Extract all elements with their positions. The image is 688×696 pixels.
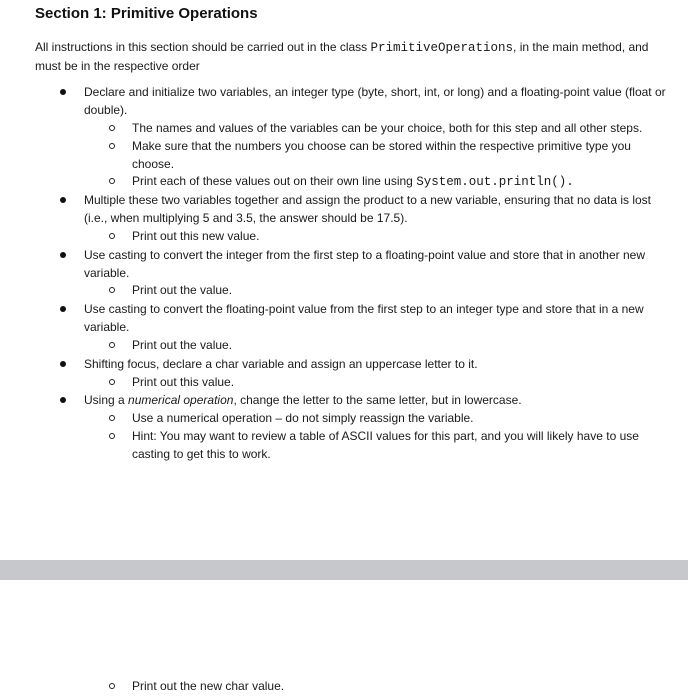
using-text-after: , change the letter to the same letter, but in lowercase. (233, 393, 522, 407)
bullet-icon (60, 306, 66, 312)
list-item-cast-int: Use casting to convert the floating-point value from the first step to an integer type and store that in a new variable. (84, 302, 644, 334)
sub-item-print-value-2: Print out the value. (132, 338, 233, 352)
section-title: Section 1: Primitive Operations (35, 5, 258, 22)
hollow-bullet-icon (109, 342, 115, 348)
intro-text-after: , in the main method, and must be in the respective order (35, 40, 649, 73)
hollow-bullet-icon (109, 125, 115, 131)
sub-item-names: The names and values of the variables can be your choice, both for this step and all other steps. (132, 121, 643, 135)
bullet-icon (60, 397, 66, 403)
bullet-icon (60, 89, 66, 95)
hollow-bullet-icon (109, 287, 115, 293)
hollow-bullet-icon (109, 683, 115, 689)
bullet-icon (60, 361, 66, 367)
print-each-text: Print each of these values out on their own line using (132, 174, 417, 188)
hollow-bullet-icon (109, 233, 115, 239)
class-name-code: PrimitiveOperations (370, 41, 514, 55)
hollow-bullet-icon (109, 178, 115, 184)
sub-item-print-new: Print out this new value. (132, 229, 260, 243)
println-code: System.out.println(). (416, 175, 574, 189)
hollow-bullet-icon (109, 415, 115, 421)
hollow-bullet-icon (109, 433, 115, 439)
hollow-bullet-icon (109, 379, 115, 385)
page-gap (0, 560, 688, 580)
bullet-icon (60, 252, 66, 258)
list-item-char-decl: Shifting focus, declare a char variable and assign an uppercase letter to it. (84, 357, 478, 371)
hollow-bullet-icon (109, 143, 115, 149)
list-item-multiply: Multiple these two variables together and assign the product to a new variable, ensuring that no data is lost (i.e., when multiplying 5 and 3.5, the answer should be 17.5). (84, 193, 652, 225)
using-text-before: Using a (84, 393, 129, 407)
sub-item-print-char: Print out the new char value. (132, 679, 285, 693)
using-emphasis: numerical operation (128, 393, 234, 407)
sub-item-sure: Make sure that the numbers you choose can be stored within the respective primitive type you choose. (132, 139, 631, 171)
intro-paragraph (35, 38, 675, 75)
bullet-icon (60, 197, 66, 203)
list-item-declare: Declare and initialize two variables, an integer type (byte, short, int, or long) and a floating-point value (float or double). (84, 85, 666, 117)
sub-item-print-value-1: Print out the value. (132, 283, 233, 297)
list-item-using (84, 392, 669, 410)
sub-item-print-this: Print out this value. (132, 375, 235, 389)
sub-item-print-each (132, 173, 667, 192)
sub-item-numerical: Use a numerical operation – do not simply reassign the variable. (132, 411, 474, 425)
sub-item-hint: Hint: You may want to review a table of ASCII values for this part, and you will likely have to use casting to get this to work. (132, 429, 639, 461)
list-item-cast-float: Use casting to convert the integer from the first step to a floating-point value and store that in another new variable. (84, 248, 645, 280)
intro-text-before: All instructions in this section should be carried out in the class (35, 40, 371, 54)
